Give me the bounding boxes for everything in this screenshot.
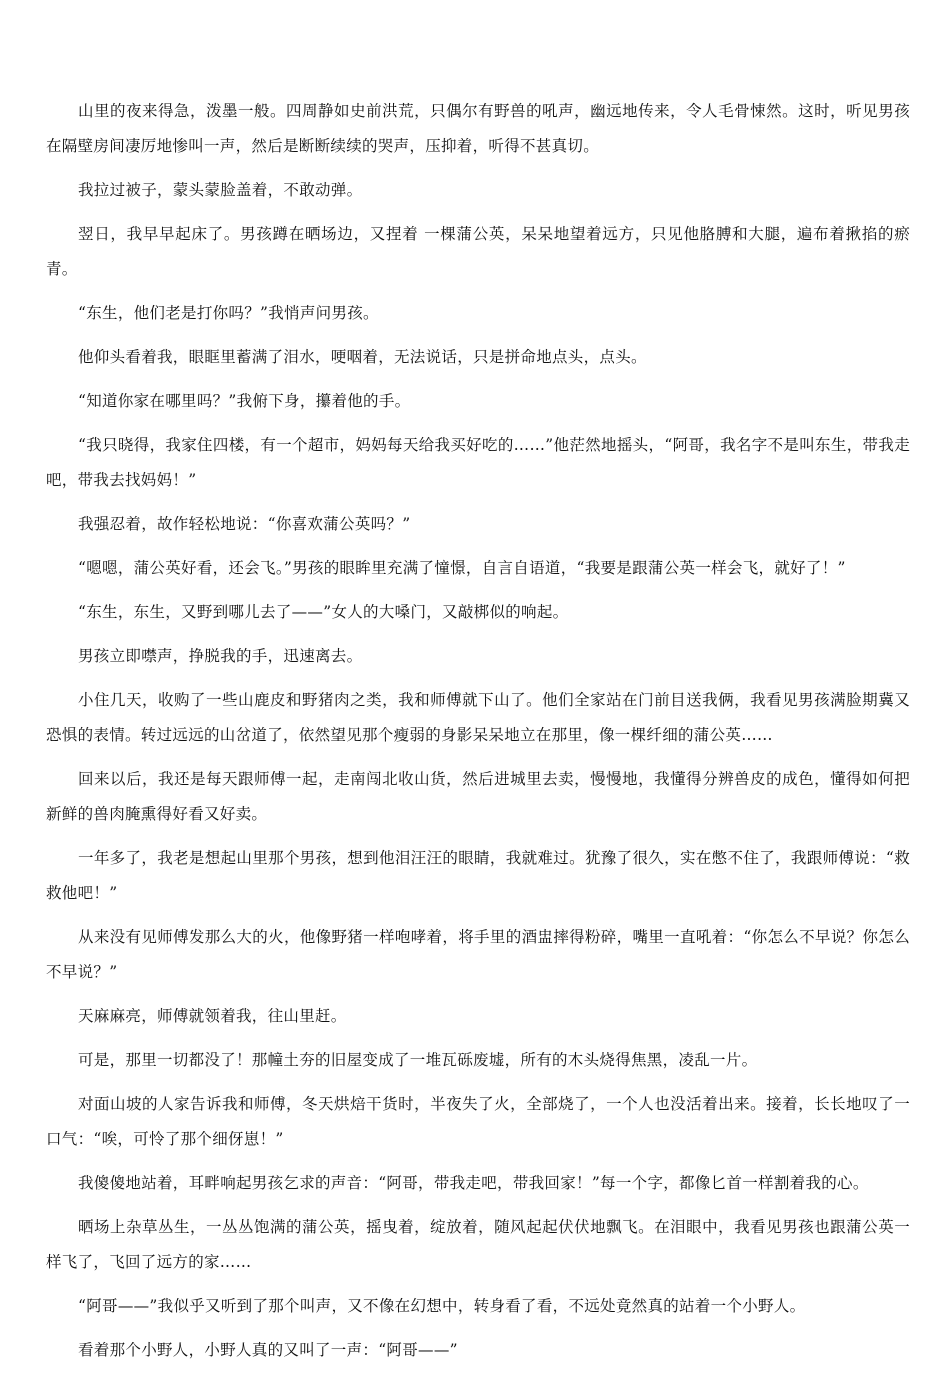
paragraph: 翌日，我早早起床了。男孩蹲在晒场边，又捏着 一棵蒲公英，呆呆地望着远方，只见他胳膊和大腿，遍布着揪掐的瘀青。 [46,225,910,278]
paragraph: 他仰头看着我，眼眶里蓄满了泪水，哽咽着，无法说话，只是拼命地点头，点头。 [78,348,647,366]
paragraph: 回来以后，我还是每天跟师傅一起，走南闯北收山货，然后进城里去卖，慢慢地，我懂得分辨兽皮的成色，懂得如何把新鲜的兽肉腌熏得好看又好卖。 [46,770,910,823]
paragraph: “知道你家在哪里吗？”我俯下身，攥着他的手。 [78,392,411,410]
paragraph: 男孩立即噤声，挣脱我的手，迅速离去。 [78,647,363,665]
paragraph: 可是，那里一切都没了！那幢土夯的旧屋变成了一堆瓦砾废墟，所有的木头烧得焦黑，凌乱一片。 [78,1051,758,1069]
paragraph: “东生，东生，又野到哪儿去了——”女人的大嗓门，又敲梆似的响起。 [78,603,569,621]
paragraph: “我只晓得，我家住四楼，有一个超市，妈妈每天给我买好吃的……”他茫然地摇头，“阿哥，我名字不是叫东生，带我走吧，带我去找妈妈！” [46,436,910,489]
paragraph: 我强忍着，故作轻松地说：“你喜欢蒲公英吗？” [78,515,411,533]
paragraph: 从来没有见师傅发那么大的火，他像野猪一样咆哮着，将手里的酒盅摔得粉碎，嘴里一直吼着：“你怎么不早说？你怎么不早说？” [46,928,910,981]
paragraph: “嗯嗯，蒲公英好看，还会飞。”男孩的眼眸里充满了憧憬，自言自语道，“我要是跟蒲公英一样会飞，就好了！” [78,559,846,577]
paragraph: 天麻麻亮，师傅就领着我，往山里赶。 [78,1007,347,1025]
paragraph: 小住几天，收购了一些山鹿皮和野猪肉之类，我和师傅就下山了。他们全家站在门前目送我俩，我看见男孩满脸期冀又恐惧的表情。转过远远的山岔道了，依然望见那个瘦弱的身影呆呆地立在那里，像一棵纤细的蒲公英…… [46,691,910,744]
document-page [46,94,910,1377]
paragraph: 看着那个小野人，小野人真的又叫了一声：“阿哥——” [78,1341,458,1359]
paragraph: 我傻傻地站着，耳畔响起男孩乞求的声音：“阿哥，带我走吧，带我回家！”每一个字，都像匕首一样割着我的心。 [78,1174,869,1192]
paragraph: 一年多了，我老是想起山里那个男孩，想到他泪汪汪的眼睛，我就难过。犹豫了很久，实在憋不住了，我跟师傅说：“救救他吧！” [46,849,910,902]
paragraph: 对面山坡的人家告诉我和师傅，冬天烘焙干货时，半夜失了火，全部烧了，一个人也没活着出来。接着，长长地叹了一口气：“唉，可怜了那个细伢崽！” [46,1095,910,1148]
paragraph: “东生，他们老是打你吗？”我悄声问男孩。 [78,304,379,322]
paragraph: 晒场上杂草丛生，一丛丛饱满的蒲公英，摇曳着，绽放着，随风起起伏伏地飘飞。在泪眼中，我看见男孩也跟蒲公英一样飞了，飞回了远方的家…… [46,1218,910,1271]
paragraph: 我拉过被子，蒙头蒙脸盖着，不敢动弹。 [78,181,363,199]
paragraph: 山里的夜来得急，泼墨一般。四周静如史前洪荒，只偶尔有野兽的吼声，幽远地传来，令人毛骨悚然。这时，听见男孩在隔壁房间凄厉地惨叫一声，然后是断断续续的哭声，压抑着，听得不甚真切。 [46,102,910,155]
paragraph: “阿哥——”我似乎又听到了那个叫声，又不像在幻想中，转身看了看，不远处竟然真的站着一个小野人。 [78,1297,806,1315]
